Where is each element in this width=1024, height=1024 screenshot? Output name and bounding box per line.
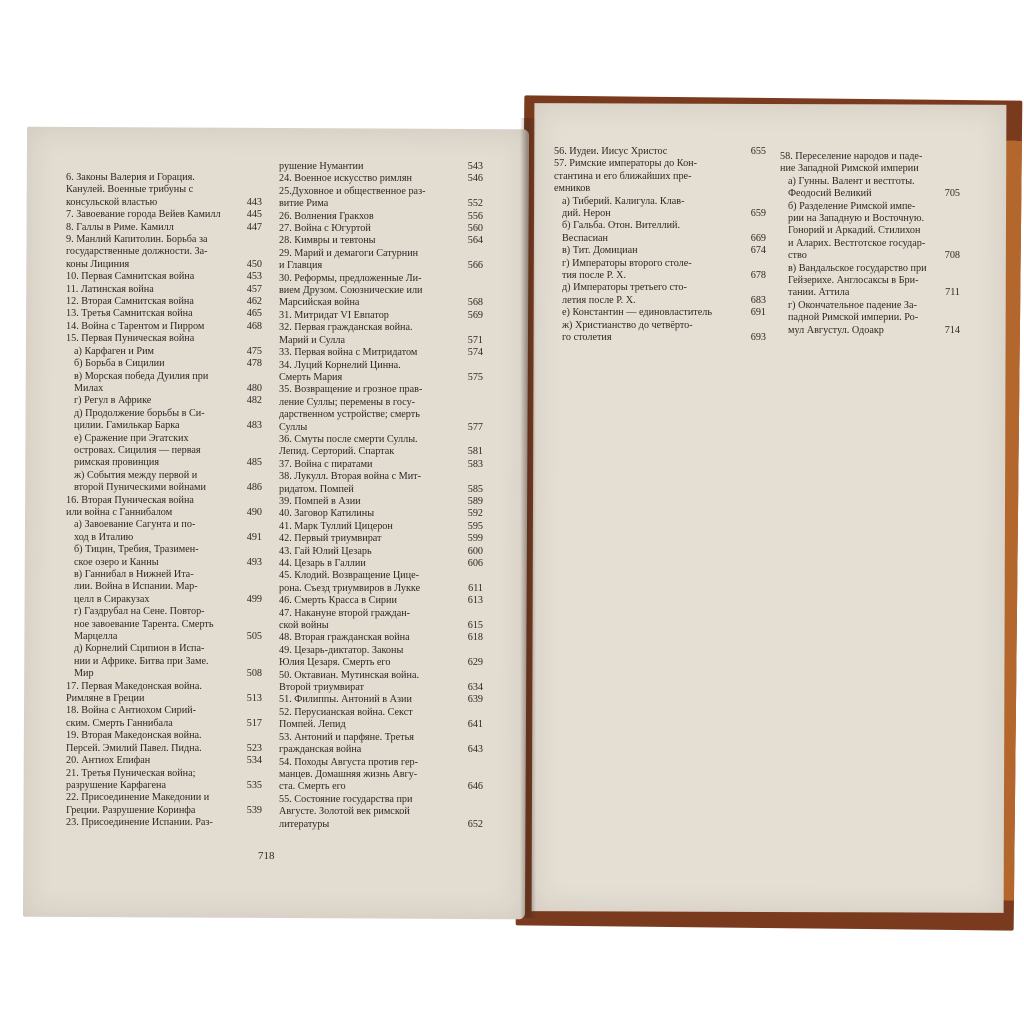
toc-entry [279,645,483,670]
toc-entry [66,755,262,767]
toc-entry-page: 575 [467,371,483,383]
toc-entry-title: 58. Переселение народов и паде- ние Западной Римской империи [780,151,923,175]
toc-entry [780,176,960,201]
toc-entry-title: 57. Римские императоры до Кон- стантина и его ближайших пре- емников [554,158,698,195]
toc-entry [279,496,483,508]
toc-entry-page: 486 [246,482,262,494]
toc-entry [66,308,262,320]
toc-entry-page: 556 [467,210,483,222]
toc-entry-page: 468 [246,320,262,332]
toc-entry [279,248,483,273]
toc-entry-page: 714 [944,324,960,336]
toc-entry [279,459,483,471]
toc-entry [780,263,960,300]
toc-entry [780,151,960,176]
toc-entry-page: 482 [246,395,262,407]
toc-entry-page: 569 [467,309,483,321]
toc-entry [66,371,262,396]
toc-entry-title: 9. Манлий Капитолин. Борьба за государственные должности. За- коны Лициния [66,234,208,270]
toc-column-2 [279,161,483,831]
toc-entry-page: 552 [467,198,483,210]
toc-column-4 [780,151,960,337]
toc-entry-title: 44. Цезарь в Галлии [279,558,366,569]
toc-entry [780,300,960,337]
toc-entry-page: 592 [467,508,483,520]
toc-entry-page: 581 [467,446,483,458]
toc-entry-title: 50. Октавиан. Мутинская война. Второй триумвират [279,669,420,694]
toc-entry [66,768,262,793]
toc-entry-title: 29. Марий и демагоги Сатурнин и Главция [279,247,419,272]
toc-entry-title: 51. Филиппы. Антоний в Азии [279,694,412,706]
toc-entry-page: 534 [246,755,262,767]
toc-entry-page: 546 [467,173,483,185]
toc-entry [66,569,262,606]
toc-entry-page: 618 [467,632,483,644]
toc-entry-title: 10. Первая Самнитская война [66,271,195,283]
toc-entry-page: 465 [246,308,262,320]
toc-entry-page: 462 [246,296,262,308]
toc-entry-page: 611 [468,582,483,594]
toc-entry-title: в) Тит. Домициан [562,245,638,257]
toc-entry [279,595,483,607]
toc-entry-title: а) Тиберий. Калигула. Клав- дий. Нерон [562,195,685,220]
toc-entry-title: 56. Иудеи. Иисус Христос [554,146,668,157]
toc-entry-title: 36. Смуты после смерти Суллы. Лепид. Серторий. Спартак [279,433,418,458]
toc-entry-title: 32. Первая гражданская война. Марий и Сулла [279,322,413,346]
toc-entry-page: 539 [246,804,262,816]
toc-entry-title: 43. Гай Юлий Цезарь [279,545,372,557]
toc-entry-page: 483 [246,420,262,432]
toc-entry [279,694,483,706]
toc-entry-page: 457 [246,283,262,295]
toc-entry-title: д) Императоры третьего сто- летия после Р. Х. [562,282,687,306]
toc-entry-page: 490 [246,506,262,518]
toc-entry-page: 652 [467,818,483,830]
toc-entry-title: 38. Лукулл. Вторая война с Мит- ридатом. Помпей [279,471,422,495]
toc-entry [279,546,483,558]
toc-entry-title: г) Газдрубал на Сене. Повтор- ное завоевание Тарента. Смерть Марцелла [74,606,214,643]
toc-entry-title: рушение Нумантии [279,161,364,172]
toc-entry [279,471,483,496]
toc-entry-title: 40. Заговор Катилины [279,508,375,520]
toc-entry-page: 595 [467,520,483,532]
toc-entry [66,172,262,209]
toc-entry-title: 11. Латинская война [66,283,154,295]
toc-entry-page: 543 [467,161,483,172]
toc-entry-title: 33. Первая война с Митридатом [279,347,418,359]
toc-entry [279,521,483,533]
toc-entry [279,310,483,322]
toc-entry-page: 646 [467,781,483,793]
toc-entry-title: 28. Кимвры и тевтоны [279,235,376,247]
toc-entry-title: г) Регул в Африке [74,395,152,407]
toc-entry [279,223,483,235]
toc-entry-page: 606 [467,558,483,569]
toc-column-3 [554,146,766,345]
toc-entry [279,360,483,385]
toc-entry [279,347,483,359]
toc-entry-title: 17. Первая Македонская война. Римляне в Греции [66,680,202,705]
toc-entry-page: 577 [467,421,483,433]
toc-entry-title: 20. Антиох Епифан [66,755,151,767]
toc-entry [66,643,262,680]
toc-entry-page: 480 [246,382,262,394]
toc-entry [66,234,262,271]
toc-entry [66,296,262,308]
toc-entry-title: б) Гальба. Отон. Вителлий. Веспасиан [562,220,681,244]
toc-entry [279,161,483,173]
toc-entry [66,408,262,433]
toc-entry-page: 445 [246,209,262,221]
toc-entry [66,333,262,345]
toc-entry-title: д) Продолжение борьбы в Си- цилии. Гамилькар Барка [74,407,205,432]
toc-entry-page: 478 [246,358,262,370]
toc-entry-page: 639 [467,694,483,706]
toc-entry [66,495,262,520]
book-gutter [520,118,536,918]
toc-entry-page: 693 [750,332,766,344]
toc-entry [554,146,766,158]
toc-entry [554,320,766,345]
toc-entry [279,670,483,695]
toc-entry-title: е) Константин — единовластитель [562,307,712,319]
toc-entry-page: 513 [246,693,262,705]
toc-entry-title: 13. Третья Самнитская война [66,308,193,320]
toc-entry-page: 564 [467,235,483,247]
toc-entry-page: 508 [246,668,262,680]
toc-entry [66,222,262,234]
toc-entry-title: в) Ганнибал в Нижней Итa- лии. Война в Испании. Мар- целл в Сиракузах [74,569,198,605]
toc-entry [66,346,262,358]
toc-entry [279,732,483,757]
toc-entry-title: 14. Война с Тарентом и Пирром [66,320,205,332]
toc-entry-title: а) Гунны. Валент и вестготы. Феодосий Великий [788,175,915,200]
toc-entry [66,470,262,495]
toc-entry [279,434,483,459]
toc-column-1 [66,172,262,830]
toc-entry-page: 634 [467,682,483,694]
toc-entry [279,186,483,211]
toc-entry-title: б) Тицин, Требия, Тразимен- ское озеро и Канны [74,544,199,568]
toc-entry-page: 711 [945,287,960,299]
toc-entry [279,794,483,831]
toc-entry-title: 30. Реформы, предложенные Ли- вием Друзом. Союзнические или Марсийская война [279,272,423,309]
toc-entry [66,395,262,407]
toc-entry [279,384,483,434]
toc-entry-title: 12. Вторая Самнитская война [66,296,194,308]
toc-entry-page: 600 [467,545,483,557]
toc-entry-page: 669 [750,232,766,244]
toc-entry-title: 15. Первая Пуническая война [66,333,195,345]
toc-entry [554,196,766,221]
toc-entry-title: 55. Состояние государства при Августе. Золотой век римской литературы [279,793,413,830]
toc-entry-title: е) Сражение при Эгатских островах. Сицилия — первая римская провинция [74,432,201,469]
toc-entry-title: 53. Антоний и парфяне. Третья гражданская война [279,731,414,756]
toc-entry-page: 574 [467,347,483,359]
toc-entry [66,209,262,221]
toc-entry-page: 453 [246,271,262,283]
toc-entry-title: ж) События между первой и второй Пуническими войнами [74,469,206,494]
toc-entry-title: в) Вандальское государство при Гейзерихе. Англосаксы в Бри- тании. Аттила [788,262,927,299]
toc-entry-page: 517 [246,717,262,729]
toc-entry [554,307,766,319]
toc-entry [279,273,483,310]
toc-entry [66,358,262,370]
toc-entry-title: 49. Цезарь-диктатор. Законы Юлия Цезаря. Смерть его [279,644,404,669]
toc-entry [66,433,262,470]
toc-entry-title: б) Разделение Римской импе- рии на Западную и Восточную. Гонорий и Аркадий. Стилихон и Аларих. Вестготское государ- ство [788,200,926,262]
toc-entry-page: 705 [944,188,960,200]
toc-entry [279,707,483,732]
toc-entry [554,220,766,245]
toc-entry [554,282,766,307]
toc-entry-page: 643 [467,744,483,756]
toc-entry-title: 19. Вторая Македонская война. Персей. Эмилий Павел. Пидна. [66,730,202,754]
toc-entry [279,608,483,633]
toc-entry-title: 16. Вторая Пуническая война или война с Ганнибалом [66,494,194,518]
toc-entry [279,173,483,185]
toc-entry [554,158,766,195]
toc-entry-title: 23. Присоединение Испании. Раз- [66,817,213,829]
toc-entry-title: 18. Война с Антиохом Сирий- ским. Смерть Ганнибала [66,705,196,729]
toc-entry-title: 42. Первый триумвират [279,533,382,545]
toc-entry-page: 655 [750,146,766,157]
toc-entry [66,730,262,755]
toc-entry-title: 26. Волнения Гракхов [279,210,374,222]
toc-entry-title: ж) Христианство до четвёрто- го столетия [562,319,693,344]
toc-entry-title: 7. Завоевание города Вейев Камилл [66,209,221,221]
toc-entry [66,817,262,829]
toc-entry-title: д) Корнелий Сципион в Испа- нии и Африке. Битва при Заме. Мир [74,643,209,680]
toc-entry [66,606,262,643]
toc-entry-page: 585 [467,483,483,495]
toc-entry-page: 589 [467,495,483,507]
toc-entry [279,508,483,520]
toc-entry-title: 27. Война с Югуртой [279,223,371,235]
toc-entry-title: 25.Духовное и общественное раз- витие Рима [279,185,426,210]
toc-entry-title: 52. Перусианская война. Секст Помпей. Лепид [279,706,413,731]
toc-entry-page: 629 [467,657,483,669]
toc-entry [66,519,262,544]
toc-entry-page: 691 [750,307,766,319]
toc-entry-page: 447 [246,221,262,233]
toc-entry-page: 615 [467,620,483,632]
toc-entry-page: 683 [750,294,766,306]
toc-entry-title: 54. Походы Августа против гер- манцев. Домашняя жизнь Авгу- ста. Смерть его [279,756,418,793]
toc-entry-title: 22. Присоединение Македонии и Греции. Разрушение Коринфа [66,792,210,816]
toc-entry [279,235,483,247]
toc-entry-title: 37. Война с пиратами [279,458,373,470]
toc-entry-title: 6. Законы Валерия и Горация. Канулей. Военные трибуны с консульской властью [66,172,195,208]
toc-entry [66,792,262,817]
toc-entry [279,558,483,570]
toc-entry [279,322,483,347]
toc-entry-page: 535 [246,779,262,791]
toc-entry-page: 485 [246,457,262,469]
toc-entry-title: 34. Луций Корнелий Цинна. Смерть Мария [279,359,401,383]
toc-entry [66,705,262,730]
toc-entry [554,258,766,283]
toc-entry-title: в) Морская победа Дуилия при Милах [74,370,209,394]
toc-entry-page: 566 [467,260,483,272]
toc-entry-title: 41. Марк Туллий Цицерон [279,520,393,532]
toc-entry-title: б) Борьба в Сицилии [74,358,165,370]
toc-entry [66,271,262,283]
toc-entry-title: 47. Накануне второй граждан- ской войны [279,607,411,632]
toc-entry [279,632,483,644]
toc-entry-page: 613 [467,595,483,607]
toc-entry-page: 583 [467,458,483,470]
toc-entry-page: 568 [467,297,483,309]
toc-entry-page: 475 [246,345,262,357]
toc-entry [66,321,262,333]
toc-entry-title: а) Завоевание Сагунта и по- ход в Италию [74,519,196,543]
toc-entry [66,544,262,569]
toc-entry-title: 8. Галлы в Риме. Камилл [66,221,174,233]
toc-entry-page: 523 [246,742,262,754]
toc-entry-page: 443 [246,196,262,208]
toc-entry-page: 493 [246,556,262,568]
toc-entry-page: 708 [944,250,960,262]
toc-entry [780,201,960,263]
toc-entry-page: 599 [467,533,483,545]
toc-entry [279,533,483,545]
toc-entry-page: 450 [246,258,262,270]
toc-entry-title: 21. Третья Пуническая война; разрушение Карфагена [66,767,196,791]
toc-entry-title: 48. Вторая гражданская война [279,632,410,644]
toc-entry [554,245,766,257]
toc-entry-page: 674 [750,245,766,257]
toc-entry-title: 45. Клодий. Возвращение Цице- рона. Съезд триумвиров в Лукке [279,570,421,594]
toc-entry-page: 571 [467,334,483,346]
toc-entry-title: а) Карфаген и Рим [74,345,154,357]
toc-entry-title: 24. Военное искусство римлян [279,173,412,185]
toc-entry-page: 505 [246,631,262,643]
toc-entry-title: 31. Митридат VI Евпатор [279,309,389,321]
toc-entry [279,211,483,223]
toc-entry-title: 35. Возвращение и грозное прав- ление Суллы; перемены в госу- дарственном устройстве; смерть Суллы [279,384,423,433]
toc-entry [66,284,262,296]
toc-entry [66,681,262,706]
toc-entry-title: г) Окончательное падение За- падной Римской империи. Ро- мул Августул. Одоакр [788,299,919,336]
toc-entry-page: 678 [750,270,766,282]
toc-entry-title: г) Императоры второго столе- тия после Р. Х. [562,257,692,282]
toc-entry [279,757,483,794]
toc-entry [279,570,483,595]
toc-entry-title: 39. Помпей в Азии [279,495,361,507]
toc-entry-page: 560 [467,223,483,235]
toc-entry-page: 491 [246,531,262,543]
toc-entry-page: 659 [750,208,766,220]
toc-entry-page: 641 [467,719,483,731]
toc-entry-title: 46. Смерть Красса в Сирии [279,595,397,607]
toc-entry-page: 499 [246,593,262,605]
page-number: 718 [258,850,275,862]
